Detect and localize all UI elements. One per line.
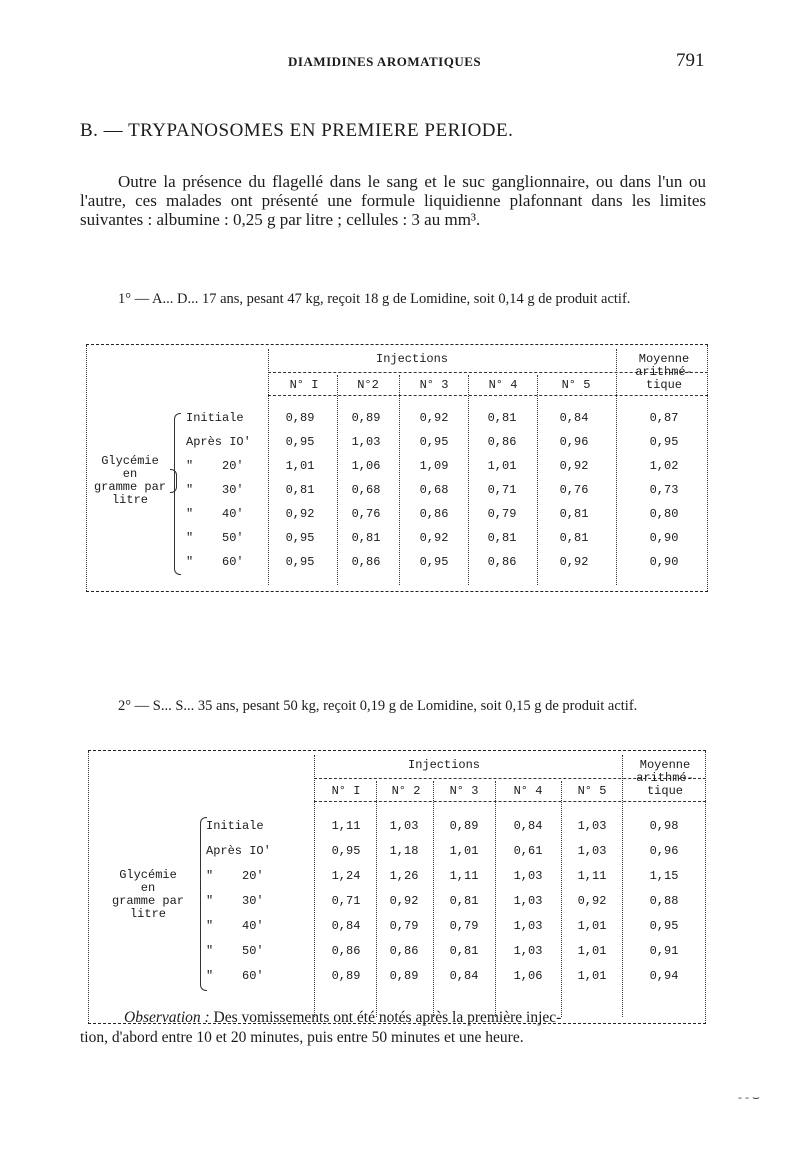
table-cell: 1,01 <box>577 919 607 933</box>
mean-cell: 1,15 <box>649 869 679 883</box>
mean-cell: 0,96 <box>649 844 679 858</box>
table-cell: 0,61 <box>513 844 543 858</box>
mean-cell: 0,90 <box>649 555 679 569</box>
table-cell: 1,03 <box>513 869 543 883</box>
table-cell: 0,92 <box>389 894 419 908</box>
mean-header-line: tique <box>646 784 683 798</box>
table-cell: 1,09 <box>419 459 449 473</box>
column-header: N° 3 <box>449 784 479 798</box>
table-cell: 1,06 <box>513 969 543 983</box>
table-cell: 0,95 <box>285 531 315 545</box>
table-cell: 1,03 <box>577 819 607 833</box>
injections-header: Injections <box>408 758 481 772</box>
table-cell: 1,03 <box>513 894 543 908</box>
mean-cell: 0,91 <box>649 944 679 958</box>
mean-header-line: arithmé- <box>636 771 694 785</box>
row-label: Après IO' <box>206 844 271 858</box>
mean-cell: 0,87 <box>649 411 679 425</box>
table-cell: 1,11 <box>577 869 607 883</box>
table-cell: 0,89 <box>351 411 381 425</box>
table-cell: 1,01 <box>577 944 607 958</box>
table-cell: 0,92 <box>419 531 449 545</box>
table-cell: 0,86 <box>487 555 517 569</box>
brace <box>174 413 181 575</box>
table-cell: 0,92 <box>419 411 449 425</box>
mean-cell: 0,95 <box>649 435 679 449</box>
table-cell: 0,76 <box>559 483 589 497</box>
table-cell: 0,71 <box>487 483 517 497</box>
table-cell: 0,81 <box>559 507 589 521</box>
table-cell: 0,79 <box>487 507 517 521</box>
table-cell: 0,92 <box>559 555 589 569</box>
table-cell: 0,81 <box>449 894 479 908</box>
table-cell: 0,84 <box>449 969 479 983</box>
table-cell: 1,11 <box>449 869 479 883</box>
mean-header-line: Moyenne <box>639 758 691 772</box>
table-cell: 0,89 <box>331 969 361 983</box>
observation-label: Observation : <box>124 1009 210 1026</box>
mean-cell: 0,94 <box>649 969 679 983</box>
table-cell: 0,95 <box>285 435 315 449</box>
table-cell: 0,86 <box>389 944 419 958</box>
row-label: " 20' <box>186 459 244 473</box>
table-cell: 0,81 <box>487 531 517 545</box>
mean-header-line: Moyenne <box>638 352 690 366</box>
table-cell: 0,68 <box>419 483 449 497</box>
row-label: " 60' <box>206 969 264 983</box>
table-cell: 1,01 <box>449 844 479 858</box>
table-cell: 0,95 <box>419 555 449 569</box>
side-label <box>88 455 172 507</box>
table-cell: 0,86 <box>487 435 517 449</box>
table-cell: 0,89 <box>449 819 479 833</box>
glycemia-table-case1 <box>86 344 708 592</box>
table-cell: 0,95 <box>419 435 449 449</box>
side-label-line: gramme par <box>111 894 184 908</box>
table-cell: 0,81 <box>285 483 315 497</box>
mean-cell: 0,88 <box>649 894 679 908</box>
table-cell: 0,84 <box>513 819 543 833</box>
table-cell: 0,92 <box>559 459 589 473</box>
intro-paragraph: Outre la présence du flagellé dans le sang et le suc ganglionnaire, ou dans l'un ou l'autre, ces malades ont présenté une formule liquidienne plafonnant dans les limites suivantes : albumine : 0,25 g par litre ; cellules : 3 au mm³. <box>80 172 706 229</box>
case2-description: 2° — S... S... 35 ans, pesant 50 kg, reçoit 0,19 g de Lomidine, soit 0,15 g de produit actif. <box>118 698 638 714</box>
table-cell: 0,81 <box>449 944 479 958</box>
table-cell: 0,68 <box>351 483 381 497</box>
table-cell: 0,95 <box>285 555 315 569</box>
table-cell: 0,84 <box>559 411 589 425</box>
table-cell: 1,01 <box>285 459 315 473</box>
table-cell: 0,89 <box>389 969 419 983</box>
row-label: " 30' <box>186 483 244 497</box>
row-label: " 50' <box>186 531 244 545</box>
mean-cell: 0,95 <box>649 919 679 933</box>
row-label: " 40' <box>206 919 264 933</box>
row-label: Après IO' <box>186 435 251 449</box>
column-header: N° I <box>289 378 319 392</box>
side-label-line: gramme par <box>93 480 166 494</box>
table-cell: 0,81 <box>487 411 517 425</box>
row-label: " 50' <box>206 944 264 958</box>
table-cell: 1,03 <box>577 844 607 858</box>
page-number: 791 <box>676 50 705 71</box>
table-cell: 0,71 <box>331 894 361 908</box>
row-label: " 30' <box>206 894 264 908</box>
table-cell: 0,86 <box>351 555 381 569</box>
table-cell: 0,84 <box>331 919 361 933</box>
side-label-line: litre <box>129 907 166 921</box>
side-label-line: en <box>122 467 138 481</box>
mean-header-line: tique <box>645 378 682 392</box>
side-label-line: en <box>140 881 156 895</box>
table-cell: 1,11 <box>331 819 361 833</box>
table-cell: 0,86 <box>419 507 449 521</box>
table-cell: 0,92 <box>577 894 607 908</box>
column-header: N° 2 <box>391 784 421 798</box>
side-label-line: Glycémie <box>101 454 159 468</box>
table-cell: 1,18 <box>389 844 419 858</box>
table-cell: 0,79 <box>449 919 479 933</box>
mean-header <box>626 353 702 392</box>
side-label <box>98 869 198 921</box>
mean-cell: 0,80 <box>649 507 679 521</box>
mean-cell: 0,90 <box>649 531 679 545</box>
side-label-line: Glycémie <box>119 868 177 882</box>
mean-header <box>628 759 702 798</box>
table-cell: 1,06 <box>351 459 381 473</box>
table-cell: 0,89 <box>285 411 315 425</box>
row-label: Initiale <box>186 411 244 425</box>
column-header: N°2 <box>357 378 379 392</box>
table-cell: 1,01 <box>487 459 517 473</box>
table-cell: 1,03 <box>513 944 543 958</box>
mean-header-line: arithmé- <box>635 365 693 379</box>
running-title: DIAMIDINES AROMATIQUES <box>288 54 482 69</box>
table-cell: 0,95 <box>331 844 361 858</box>
section-title: B. — TRYPANOSOMES EN PREMIERE PERIODE. <box>80 120 514 141</box>
observation-line: tion, d'abord entre 10 et 20 minutes, puis entre 50 minutes et une heure. <box>80 1029 524 1046</box>
table-cell: 0,76 <box>351 507 381 521</box>
table-cell: 0,86 <box>331 944 361 958</box>
row-label: " 20' <box>206 869 264 883</box>
injections-header: Injections <box>376 352 449 366</box>
column-header: N° 5 <box>577 784 607 798</box>
table-cell: 0,79 <box>389 919 419 933</box>
mean-cell: 0,73 <box>649 483 679 497</box>
corner-mark: - - ⌣ <box>738 1090 760 1104</box>
column-header: N° 4 <box>488 378 518 392</box>
mean-cell: 0,98 <box>649 819 679 833</box>
table-cell: 0,81 <box>559 531 589 545</box>
row-label: " 60' <box>186 555 244 569</box>
table-cell: 1,03 <box>513 919 543 933</box>
case1-description: 1° — A... D... 17 ans, pesant 47 kg, reçoit 18 g de Lomidine, soit 0,14 g de produit actif. <box>118 291 631 307</box>
table-cell: 1,26 <box>389 869 419 883</box>
table-cell: 1,01 <box>577 969 607 983</box>
mean-cell: 1,02 <box>649 459 679 473</box>
column-header: N° 5 <box>561 378 591 392</box>
row-label: " 40' <box>186 507 244 521</box>
observation-line: Des vomissements ont été notés après la première injec- <box>213 1009 562 1026</box>
observation-paragraph <box>80 1008 706 1048</box>
table-cell: 0,96 <box>559 435 589 449</box>
side-label-line: litre <box>111 493 148 507</box>
table-cell: 0,92 <box>285 507 315 521</box>
table-cell: 0,81 <box>351 531 381 545</box>
table-cell: 1,03 <box>351 435 381 449</box>
row-label: Initiale <box>206 819 264 833</box>
column-header: N° I <box>331 784 361 798</box>
table-cell: 1,24 <box>331 869 361 883</box>
column-header: N° 3 <box>419 378 449 392</box>
glycemia-table-case2 <box>88 750 706 1024</box>
table-cell: 1,03 <box>389 819 419 833</box>
column-header: N° 4 <box>513 784 543 798</box>
